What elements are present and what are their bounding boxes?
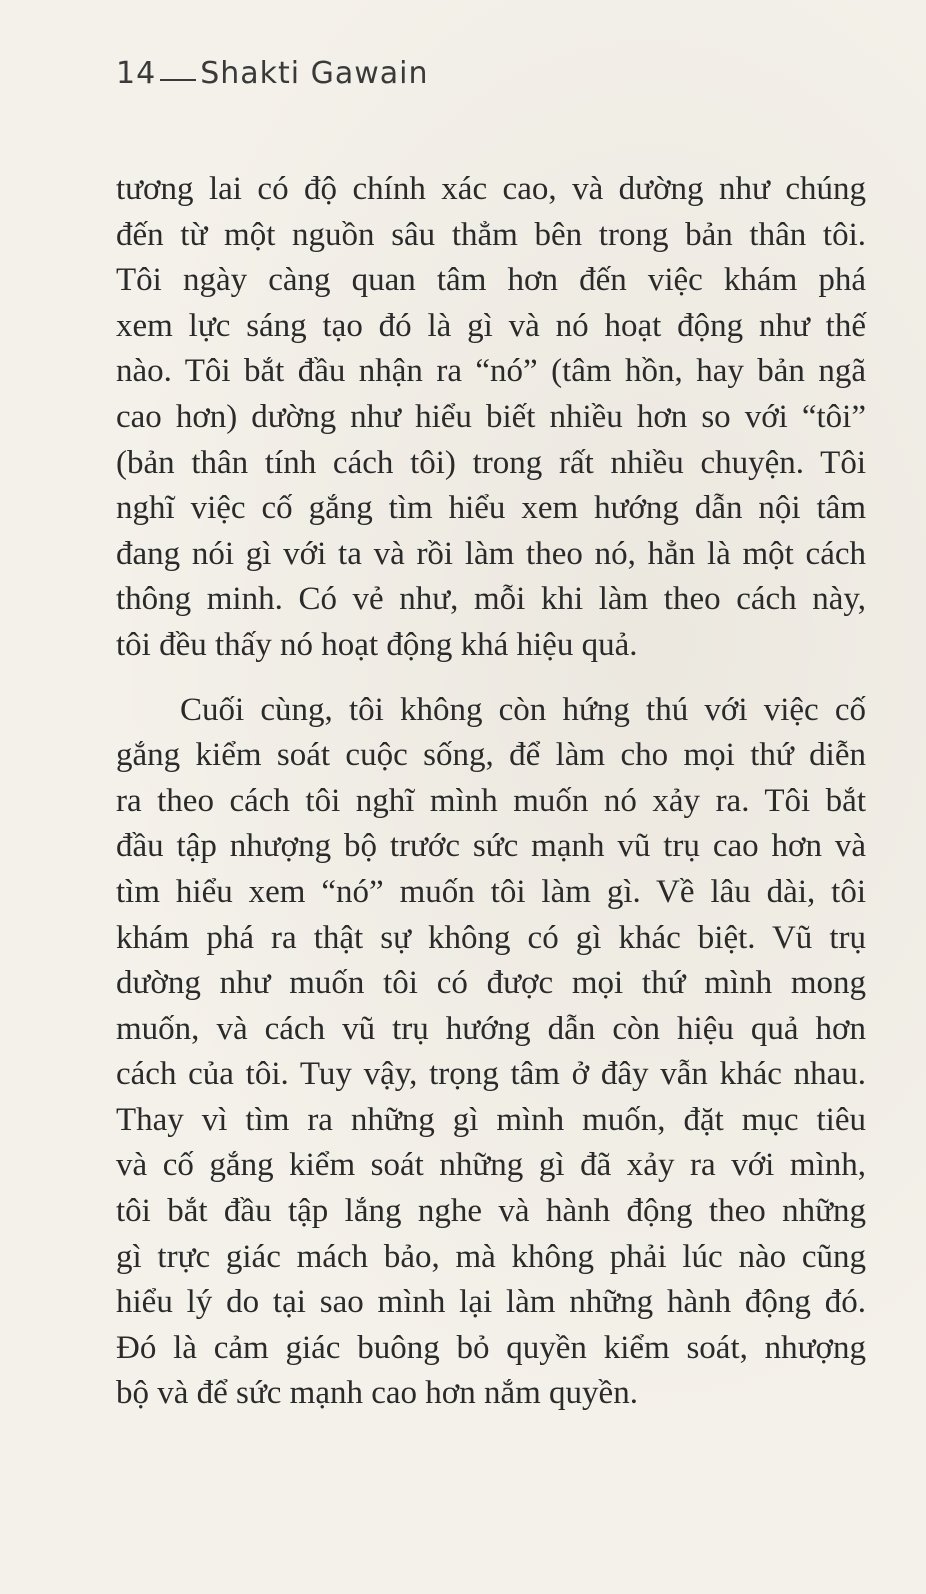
text-line: nghĩ việc cố gắng tìm hiểu xem hướng dẫn nội tâm	[116, 490, 866, 527]
text-line: Đó là cảm giác buông bỏ quyền kiểm soát, nhượng	[116, 1329, 866, 1366]
text-line: Tôi ngày càng quan tâm hơn đến việc khám phá	[116, 262, 866, 299]
text-line: tìm hiểu xem “nó” muốn tôi làm gì. Về lâu dài, tôi	[116, 873, 866, 910]
text-line: nào. Tôi bắt đầu nhận ra “nó” (tâm hồn, hay bản ngã	[116, 353, 866, 390]
text-line: (bản thân tính cách tôi) trong rất nhiều chuyện. Tôi	[116, 444, 866, 481]
text-line: tôi đều thấy nó hoạt động khá hiệu quả.	[116, 626, 638, 663]
text-line: Thay vì tìm ra những gì mình muốn, đặt mục tiêu	[116, 1101, 866, 1138]
text-line: Cuối cùng, tôi không còn hứng thú với việc cố	[180, 691, 866, 728]
paragraph-1	[116, 167, 866, 669]
text-line: xem lực sáng tạo đó là gì và nó hoạt động như thế	[116, 307, 866, 344]
page-number: 14	[116, 56, 157, 91]
text-line: tương lai có độ chính xác cao, và dường như chúng	[116, 171, 866, 207]
text-line: ra theo cách tôi nghĩ mình muốn nó xảy ra. Tôi bắt	[116, 782, 866, 819]
text-line: muốn, và cách vũ trụ hướng dẫn còn hiệu quả hơn	[116, 1010, 866, 1047]
text-line: gì trực giác mách bảo, mà không phải lúc nào cũng	[116, 1238, 866, 1275]
text-line: dường như muốn tôi có được mọi thứ mình mong	[116, 965, 866, 1002]
text-line: và cố gắng kiểm soát những gì đã xảy ra với mình,	[116, 1147, 866, 1184]
body-text	[116, 167, 866, 1417]
paragraph-2	[116, 688, 866, 1418]
paragraph-gap	[116, 669, 866, 688]
header-rule	[160, 79, 196, 81]
running-header	[116, 56, 429, 91]
text-line: cao hơn) dường như hiểu biết nhiều hơn so với “tôi”	[116, 398, 866, 435]
author-name: Shakti Gawain	[200, 56, 429, 91]
text-line: hiểu lý do tại sao mình lại làm những hành động đó.	[116, 1284, 866, 1321]
text-line: thông minh. Có vẻ như, mỗi khi làm theo cách này,	[116, 581, 866, 618]
text-line: tôi bắt đầu tập lắng nghe và hành động theo những	[116, 1193, 866, 1230]
text-line: gắng kiểm soát cuộc sống, để làm cho mọi thứ diễn	[116, 737, 866, 774]
text-line: đến từ một nguồn sâu thẳm bên trong bản thân tôi.	[116, 216, 866, 253]
text-line: bộ và để sức mạnh cao hơn nắm quyền.	[116, 1375, 638, 1412]
text-line: khám phá ra thật sự không có gì khác biệt. Vũ trụ	[116, 919, 866, 956]
text-line: cách của tôi. Tuy vậy, trọng tâm ở đây vẫn khác nhau.	[116, 1056, 866, 1093]
text-line: đang nói gì với ta và rồi làm theo nó, hẳn là một cách	[116, 535, 866, 572]
text-line: đầu tập nhượng bộ trước sức mạnh vũ trụ cao hơn và	[116, 828, 866, 865]
